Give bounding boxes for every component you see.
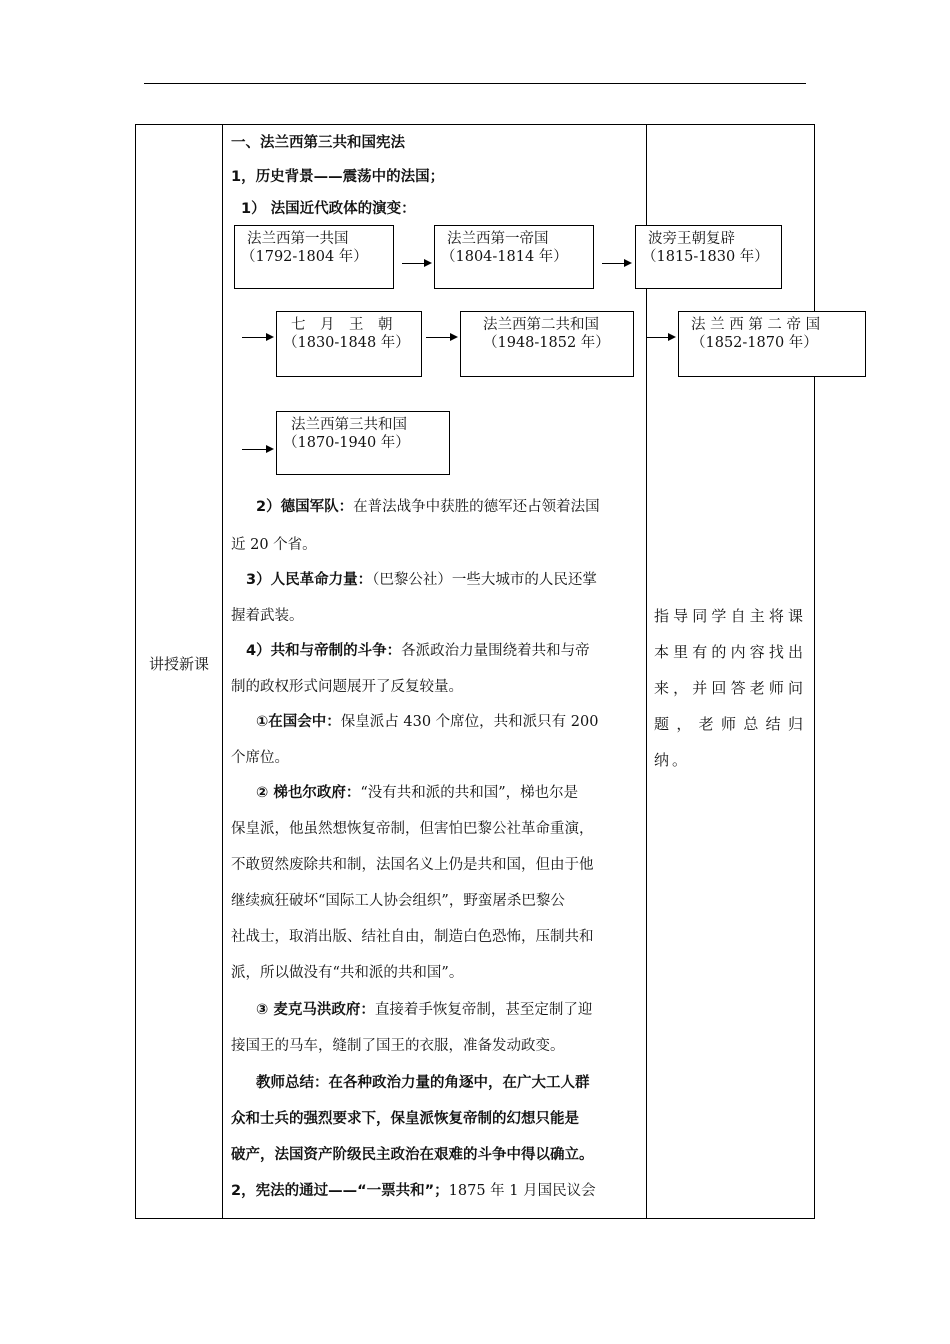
regime-box: 法兰西第一共国 （1792-1804 年）	[234, 225, 394, 289]
teacher-summary-line: 破产，法国资产阶级民主政治在艰难的斗争中得以确立。	[231, 1147, 594, 1163]
paragraph-line: 不敢贸然废除共和制，法国名义上仍是共和国，但由于他	[231, 857, 594, 873]
activity-note: 指导同学自主将课本里有的内容找出来，并回答老师问题，老师总结归纳。	[654, 607, 806, 769]
arrow-icon	[602, 263, 630, 264]
paragraph-german-army: 2）德国军队：在普法战争中获胜的德军还占领着法国	[256, 499, 600, 515]
paragraph-line: 近 20 个省。	[231, 537, 317, 553]
header-rule	[144, 83, 806, 84]
subheading-background: 1，历史背景——震荡中的法国；	[231, 169, 445, 185]
regime-box: 波旁王朝复辟 （1815-1830 年）	[635, 225, 782, 289]
arrow-icon	[646, 337, 674, 338]
regime-box: 法兰西第一帝国 （1804-1814 年）	[434, 225, 594, 289]
paragraph-macmahon: ③ 麦克马洪政府：直接着手恢复帝制，甚至定制了迎	[256, 1002, 593, 1018]
arrow-icon	[242, 449, 272, 450]
section-label: 讲授新课	[148, 655, 209, 673]
subheading-constitution: 2，宪法的通过——“一票共和”；1875 年 1 月国民议会	[231, 1183, 596, 1199]
paragraph-thiers: ② 梯也尔政府：“没有共和派的共和国”，梯也尔是	[256, 785, 579, 801]
paragraph-line: 握着武装。	[231, 608, 304, 624]
arrow-icon	[242, 337, 272, 338]
column-divider-left	[222, 125, 223, 1218]
regime-box: 七 月 王 朝 （1830-1848 年）	[276, 311, 422, 377]
arrow-icon	[402, 263, 430, 264]
paragraph-line: 制的政权形式问题展开了反复较量。	[231, 679, 463, 695]
regime-box: 法 兰 西 第 二 帝 国 （1852-1870 年）	[678, 311, 866, 377]
section-heading: 一、法兰西第三共和国宪法	[231, 135, 405, 151]
paragraph-line: 社战士，取消出版、结社自由，制造白色恐怖，压制共和	[231, 929, 594, 945]
teacher-summary: 教师总结：在各种政治力量的角逐中，在广大工人群	[256, 1075, 590, 1091]
subheading-evolution: 1） 法国近代政体的演变：	[241, 201, 416, 217]
paragraph-revolution: 3）人民革命力量：（巴黎公社）一些大城市的人民还掌	[246, 572, 597, 588]
paragraph-parliament: ①在国会中：保皇派占 430 个席位，共和派只有 200	[256, 714, 599, 730]
paragraph-line: 接国王的马车，缝制了国王的衣服，准备发动政变。	[231, 1038, 565, 1054]
lesson-table	[135, 124, 821, 1219]
paragraph-line: 继续疯狂破坏“国际工人协会组织”，野蛮屠杀巴黎公	[231, 893, 565, 909]
arrow-icon	[426, 337, 456, 338]
paragraph-line: 派，所以做没有“共和派的共和国”。	[231, 965, 464, 981]
teacher-summary-line: 众和士兵的强烈要求下，保皇派恢复帝制的幻想只能是	[231, 1111, 579, 1127]
paragraph-line: 个席位。	[231, 750, 289, 766]
paragraph-struggle: 4）共和与帝制的斗争：各派政治力量围绕着共和与帝	[246, 643, 590, 659]
regime-box: 法兰西第三共和国 （1870-1940 年）	[276, 411, 450, 475]
paragraph-line: 保皇派，他虽然想恢复帝制，但害怕巴黎公社革命重演，	[231, 821, 594, 837]
regime-box: 法兰西第二共和国 （1948-1852 年）	[460, 311, 634, 377]
